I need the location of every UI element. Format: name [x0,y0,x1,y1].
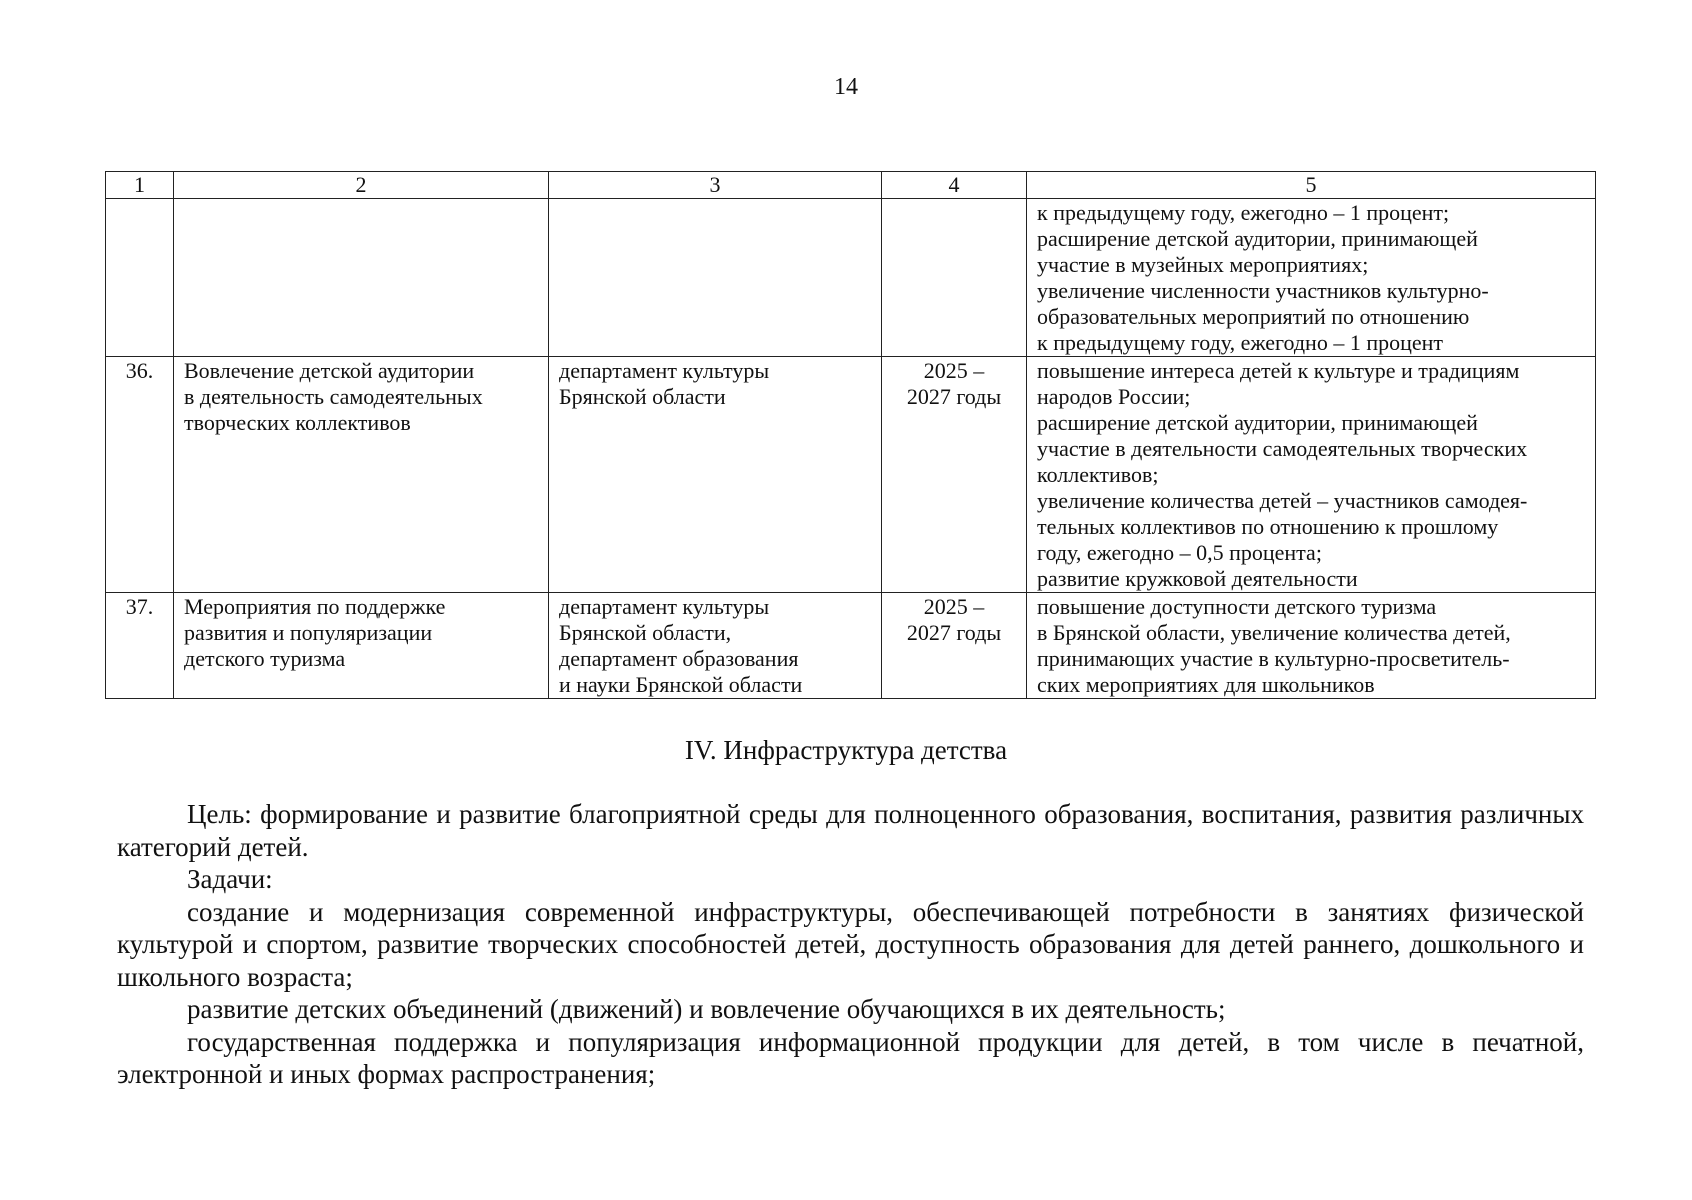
cell-line: 2027 годы [906,620,1002,645]
cell-line: к предыдущему году, ежегодно – 1 процент [1037,330,1444,355]
cell-line: повышение интереса детей к культуре и традициям [1037,358,1520,383]
cell-line: и науки Брянской области [559,672,803,697]
cell-line: Брянской области [559,384,726,409]
term-cell [882,357,1027,593]
paragraph: создание и модернизация современной инфраструктуры, обеспечивающей потребности в занятиях физической культурой и спортом, развитие творческих способностей детей, доступность образования для детей раннего, дошкольного и школьного возраста; [117,896,1584,992]
paragraph: Цель: формирование и развитие благоприятной среды для полноценного образования, воспитания, развития различных категорий детей. [117,799,1584,862]
cell-line: участие в деятельности самодеятельных творческих [1037,436,1528,461]
executor-cell [549,593,882,699]
cell-line: 2027 годы [906,384,1002,409]
cell-line: расширение детской аудитории, принимающей [1037,226,1478,251]
cell-line: тельных коллективов по отношению к прошлому [1037,514,1499,539]
cell-line: образовательных мероприятий по отношению [1037,304,1470,329]
executor-cell [549,357,882,593]
expected-result-cell [1027,593,1596,699]
activities-table [105,171,1596,699]
table-row [106,593,1596,699]
cell-line: увеличение численности участников культурно- [1037,278,1489,303]
cell-line: департамент культуры [559,358,770,383]
column-header: 5 [1027,172,1596,199]
paragraph: Задачи: [187,864,273,894]
paragraph: государственная поддержка и популяризация информационной продукции для детей, в том числе в печатной, электронной и иных формах распространения; [117,1026,1584,1089]
expected-result-cell [1027,357,1596,593]
table-row [106,357,1596,593]
cell-line: Брянской области, [559,620,732,645]
row-number-cell: 37. [106,593,174,699]
row-number-cell: 36. [106,357,174,593]
cell-line: увеличение количества детей – участников самодея- [1037,488,1528,513]
cell-line: участие в музейных мероприятиях; [1037,252,1369,277]
term-cell [882,199,1027,357]
cell-line: Вовлечение детской аудитории [184,358,475,383]
expected-result-cell [1027,199,1596,357]
column-header: 2 [174,172,549,199]
cell-line: департамент культуры [559,594,770,619]
column-header: 1 [106,172,174,199]
cell-line: 2025 – [923,358,985,383]
term-cell [882,593,1027,699]
table-row [106,199,1596,357]
activity-name-cell [174,593,549,699]
section-body [117,798,1584,1091]
cell-line: Мероприятия по поддержке [184,594,446,619]
section-title: IV. Инфраструктура детства [684,735,1008,765]
column-header: 4 [882,172,1027,199]
cell-line: повышение доступности детского туризма [1037,594,1437,619]
cell-line: народов России; [1037,384,1191,409]
cell-line: в Брянской области, увеличение количества детей, [1037,620,1511,645]
cell-line: ских мероприятиях для школьников [1037,672,1375,697]
cell-line: департамент образования [559,646,799,671]
executor-cell [549,199,882,357]
paragraph: развитие детских объединений (движений) и вовлечение обучающихся в их деятельность; [187,994,1226,1024]
cell-line: развитие кружковой деятельности [1037,566,1358,591]
cell-line: году, ежегодно – 0,5 процента; [1037,540,1322,565]
cell-line: творческих коллективов [184,410,411,435]
cell-line: принимающих участие в культурно-просветитель- [1037,646,1510,671]
cell-line: в деятельность самодеятельных [184,384,483,409]
activity-name-cell [174,357,549,593]
cell-line: коллективов; [1037,462,1159,487]
cell-line: расширение детской аудитории, принимающей [1037,410,1478,435]
cell-line: к предыдущему году, ежегодно – 1 процент; [1037,200,1450,225]
row-number-cell [106,199,174,357]
table-header-row [106,172,1596,199]
column-header: 3 [549,172,882,199]
page-number: 14 [834,74,858,100]
cell-line: развития и популяризации [184,620,433,645]
cell-line: детского туризма [184,646,346,671]
cell-line: 2025 – [923,594,985,619]
activity-name-cell [174,199,549,357]
